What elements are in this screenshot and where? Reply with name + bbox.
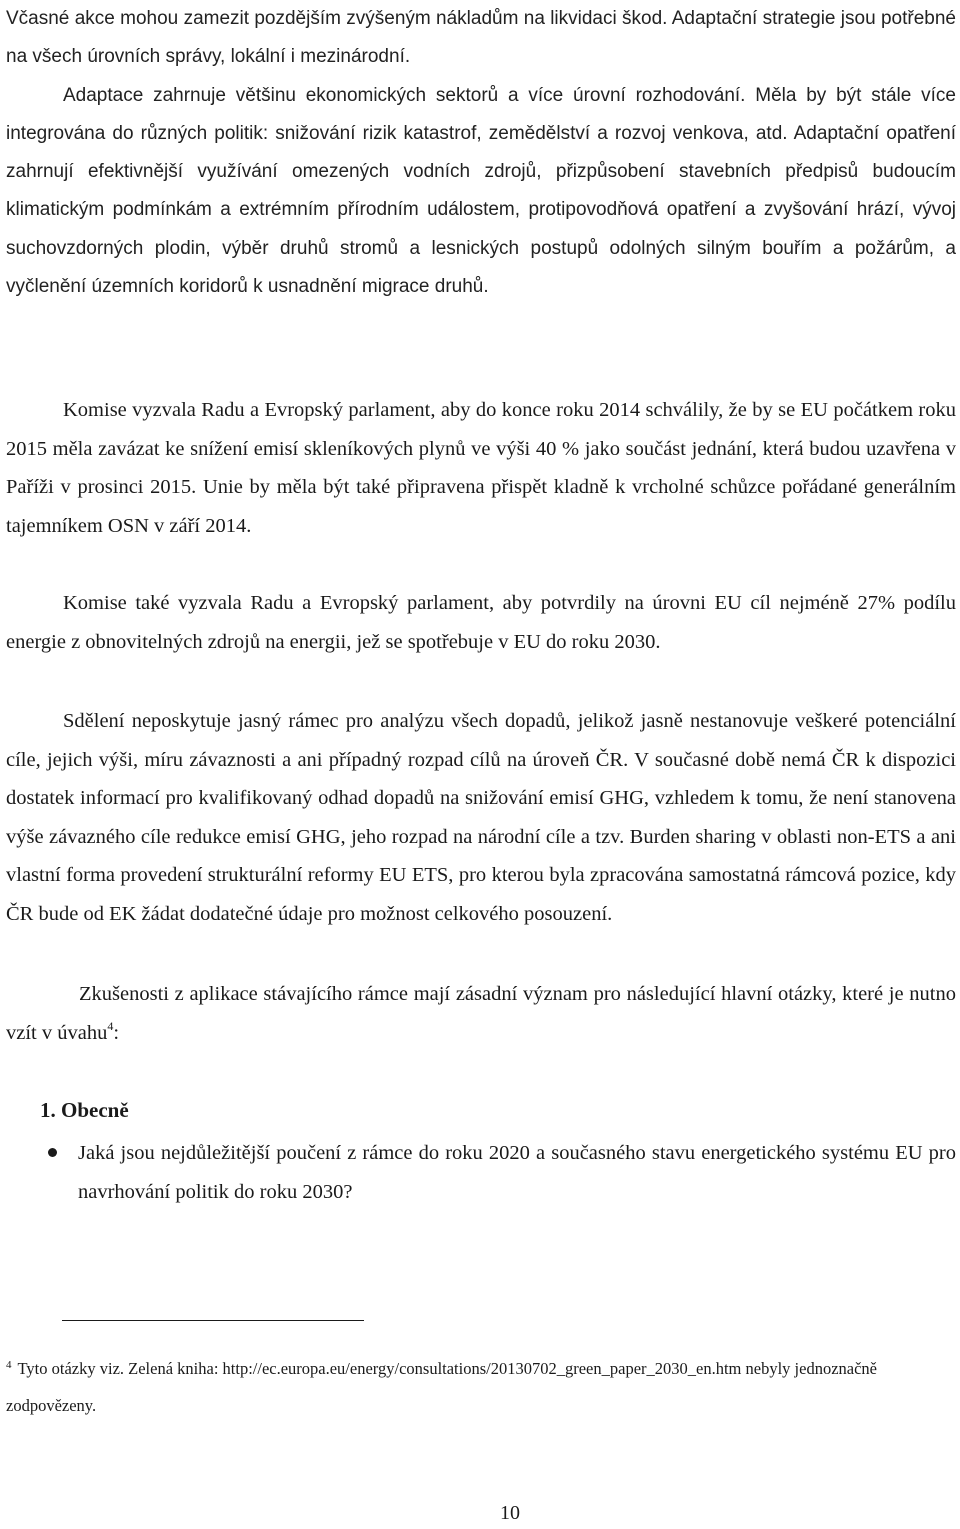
footnote-reference[interactable]: 4 [107, 1018, 114, 1033]
paragraph-renewables-target: Komise také vyzvala Radu a Evropský parlament, aby potvrdily na úrovni EU cíl nejméně 27% podílu energie z obnovitelných zdrojů na energii, jež se spotřebuje v EU do roku 2030. [6, 592, 956, 653]
footnote-text: Tyto otázky viz. Zelená kniha: http://ec.europa.eu/energy/consultations/20130702_green_paper_2030_en.htm nebyly jednoznačně zodpovězeny. [6, 1359, 877, 1415]
footnote-number: 4 [6, 1359, 12, 1371]
experience-text: Zkušenosti z aplikace stávajícího rámce mají zásadní význam pro následující hlavní otázky, které je nutno vzít v úvahu [6, 983, 956, 1044]
bullet-list [38, 1134, 956, 1211]
bullet-icon [48, 1148, 57, 1157]
adaptation-strategy-intro [6, 0, 956, 306]
adaptation-strategy-line1: Včasné akce mohou zamezit pozdějším zvýšeným nákladům na likvidaci škod. Adaptační strategie jsou potřebné na všech úrovních správy, lokální i mezinárodní. [6, 8, 956, 68]
footnote [6, 1347, 956, 1424]
adaptation-sectors-text: Adaptace zahrnuje většinu ekonomických sektorů a více úrovní rozhodování. Měla by být stále více integrována do různých politik: snižování rizik katastrof, zemědělství a rozvoj venkova, atd. Adaptační opatření zahrnují efektivnější využívání omezených vodních zdrojů, přizpůsobení stavebních předpisů budoucím klimatickým podmínkám a extrémním přírodním událostem, protipovodňová opatření a zvyšování hrází, vývoj suchovzdorných plodin, výběr druhů stromů a lesnických postupů odolných silným bouřím a požárům, a vyčlenění územních koridorů k usnadnění migrace druhů. [6, 84, 956, 298]
paragraph-experience [6, 975, 956, 1052]
paragraph-commission-2014: Komise vyzvala Radu a Evropský parlament, aby do konce roku 2014 schválily, že by se EU počátkem roku 2015 měla zavázat ke snížení emisí skleníkových plynů ve výši 40 % jako součást jednání, která budou uzavřena v Paříži v prosinci 2015. Unie by měla být také připravena přispět kladně k vrcholné schůzce pořádané generálním tajemníkem OSN v září 2014. [6, 399, 956, 537]
paragraph-communication-framework: Sdělení neposkytuje jasný rámec pro analýzu všech dopadů, jelikož jasně nestanovuje veškeré potenciální cíle, jejich výši, míru závaznosti a ani případný rozpad cílů na úroveň ČR. V současné době nemá ČR k dispozici dostatek informací pro kvalifikovaný odhad dopadů na snižování emisí GHG, vzhledem k tomu, že není stanovena výše závazného cíle redukce emisí GHG, jeho rozpad na národní cíle a tzv. Burden sharing v oblasti non-ETS a ani vlastní forma provedení strukturální reformy EU ETS, pro kterou byla zpracována samostatná rámcová pozice, kdy ČR bude od EK žádat dodatečné údaje pro možnost celkového posouzení. [6, 710, 956, 925]
bullet-item: Jaká jsou nejdůležitější poučení z rámce do roku 2020 a současného stavu energetického systému EU pro navrhování politik do roku 2030? [78, 1142, 956, 1203]
experience-trailing: : [113, 1021, 120, 1044]
footnote-separator [62, 1320, 364, 1321]
page-number: 10 [500, 1502, 520, 1524]
section-heading-general: 1. Obecně [40, 1098, 129, 1122]
